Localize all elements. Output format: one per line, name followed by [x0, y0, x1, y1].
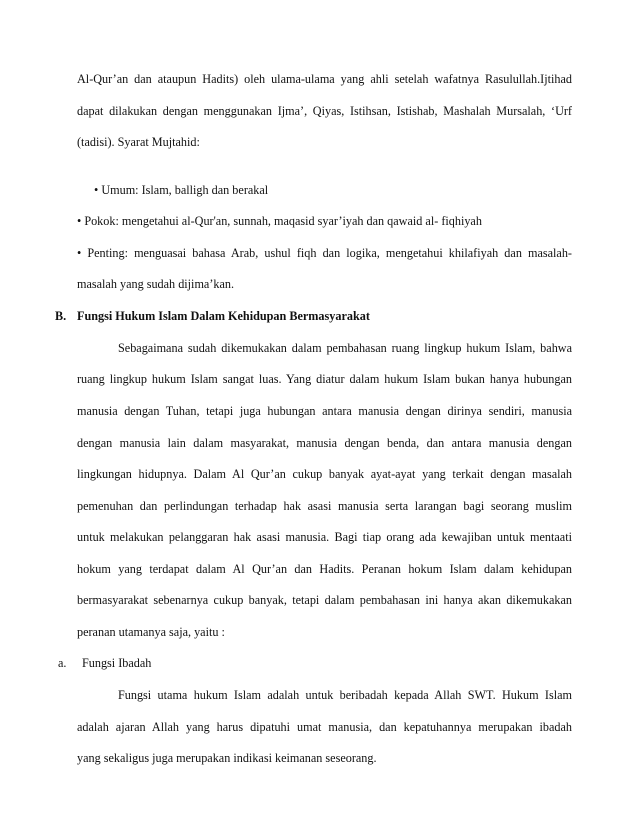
- subsection-a-title: Fungsi Ibadah: [82, 656, 152, 670]
- section-b-line-3: manusia dengan Tuhan, tetapi juga hubungan antara manusia dengan dirinya sendiri, manusia: [77, 404, 572, 418]
- section-b-title: Fungsi Hukum Islam Dalam Kehidupan Bermasyarakat: [77, 309, 370, 323]
- section-b-line-8: hokum yang terdapat dalam Al Qur’an dan Hadits. Peranan hokum Islam dalam kehidupan: [77, 562, 572, 576]
- section-b-line-1: Sebagaimana sudah dikemukakan dalam pembahasan ruang lingkup hukum Islam, bahwa: [118, 341, 572, 355]
- intro-line-1: Al-Qur’an dan ataupun Hadits) oleh ulama-ulama yang ahli setelah wafatnya Rasulullah.Ijtihad: [77, 72, 572, 86]
- section-b-line-7: untuk melakukan pelanggaran hak asasi manusia. Bagi tiap orang ada kewajiban untuk mentaati: [77, 530, 572, 544]
- section-b-line-9: bermasyarakat sebenarnya cukup banyak, tetapi dalam pembahasan ini hanya akan dikemukakan: [77, 593, 572, 607]
- section-b-line-2: ruang lingkup hukum Islam sangat luas. Yang diatur dalam hukum Islam bukan hanya hubungan: [77, 372, 572, 386]
- subsection-a-line-3: yang sekaligus juga merupakan indikasi keimanan seseorang.: [77, 751, 377, 765]
- requirement-penting-line-1: • Penting: menguasai bahasa Arab, ushul fiqh dan logika, mengetahui khilafiyah dan masalah-: [77, 246, 572, 260]
- section-b-marker: B.: [55, 309, 67, 323]
- section-b-line-10: peranan utamanya saja, yaitu :: [77, 625, 225, 639]
- intro-line-3: (tadisi). Syarat Mujtahid:: [77, 135, 200, 149]
- subsection-a-line-2: adalah ajaran Allah yang harus dipatuhi umat manusia, dan kepatuhannya merupakan ibadah: [77, 720, 572, 734]
- subsection-a-marker: a.: [58, 656, 67, 670]
- section-b-line-5: lingkungan hidupnya. Dalam Al Qur’an cukup banyak ayat-ayat yang terkait dengan masalah: [77, 467, 572, 481]
- requirement-penting-line-2: masalah yang sudah dijima’kan.: [77, 277, 235, 291]
- intro-line-2: dapat dilakukan dengan menggunakan Ijma’, Qiyas, Istihsan, Istishab, Mashalah Mursalah, ‘Urf: [77, 104, 572, 118]
- requirement-umum: • Umum: Islam, balligh dan berakal: [94, 183, 269, 197]
- section-b-line-6: pemenuhan dan perlindungan terhadap hak asasi manusia serta larangan bagi seorang muslim: [77, 499, 572, 513]
- requirement-pokok: • Pokok: mengetahui al-Qur'an, sunnah, maqasid syar’iyah dan qawaid al- fiqhiyah: [77, 214, 482, 228]
- subsection-a-line-1: Fungsi utama hukum Islam adalah untuk beribadah kepada Allah SWT. Hukum Islam: [118, 688, 572, 702]
- section-b-line-4: dengan manusia lain dalam masyarakat, manusia dengan benda, dan antara manusia dengan: [77, 436, 572, 450]
